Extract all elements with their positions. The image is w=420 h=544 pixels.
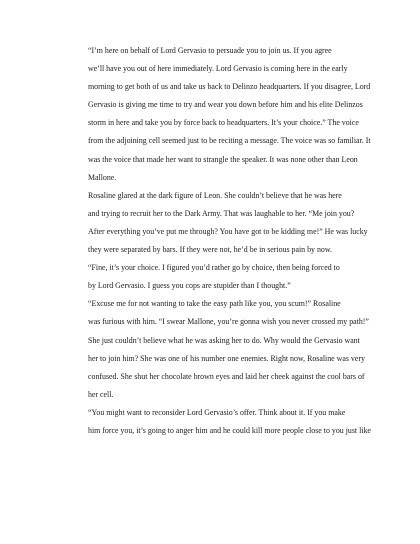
text-line: storm in here and take you by force back to headquarters. It’s your choice.” The voice <box>88 118 359 128</box>
text-line: “I’m here on behalf of Lord Gervasio to persuade you to join us. If you agree <box>88 46 332 55</box>
text-line: and trying to recruit her to the Dark Army. That was laughable to her. “Me join you? <box>88 208 355 218</box>
text-line: “Fine, it’s your choice. I figured you’d rather go by choice, then being forced to <box>88 263 340 273</box>
paragraph <box>62 259 361 295</box>
text-line: they were separated by bars. If they were not, he’d be in serious pain by now. <box>88 245 333 255</box>
text-line: morning to get both of us and take us back to Delinzo headquarters. If you disagree, Lord <box>88 82 371 92</box>
text-line: we’ll have you out of here immediately. Lord Gervasio is coming here in the early <box>88 64 348 74</box>
text-line: by Lord Gervasio. I guess you cops are stupider than I thought.” <box>88 281 291 291</box>
text-line: Rosaline glared at the dark figure of Leon. She couldn’t believe that he was here <box>88 190 342 200</box>
text-line: confused. She shut her chocolate brown eyes and laid her cheek against the cool bars of <box>88 371 365 381</box>
paragraph <box>62 404 371 440</box>
text-line: him force you, it’s going to anger him and he could kill more people close to you just like <box>88 425 371 435</box>
text-line: Gervasio is giving me time to try and wear you down before him and his elite Delinzos <box>88 100 363 110</box>
text-line: Mallone. <box>88 172 117 182</box>
text-line: was furious with him. “I swear Mallone, you’re gonna wish you never crossed my path!” <box>88 317 369 327</box>
paragraph <box>62 295 369 404</box>
text-line: her cell. <box>88 389 114 399</box>
text-line: her to join him? She was one of his number one enemies. Right now, Rosaline was very <box>88 353 365 363</box>
paragraph <box>62 187 368 259</box>
text-line: After everything you’ve put me through? You have got to be kidding me!” He was lucky <box>88 226 368 236</box>
text-line: from the adjoining cell seemed just to be reciting a message. The voice was so familiar. It <box>88 136 371 146</box>
paragraph <box>62 42 371 187</box>
text-line: “Excuse me for not wanting to take the easy path like you, you scum!” Rosaline <box>88 299 341 309</box>
text-line: “You might want to reconsider Lord Gervasio’s offer. Think about it. If you make <box>88 407 346 417</box>
text-line: was the voice that made her want to strangle the speaker. It was none other than Leon <box>88 154 358 164</box>
text-line: She just couldn’t believe what he was asking her to do. Why would the Gervasio want <box>88 335 360 345</box>
document-body <box>62 42 371 440</box>
